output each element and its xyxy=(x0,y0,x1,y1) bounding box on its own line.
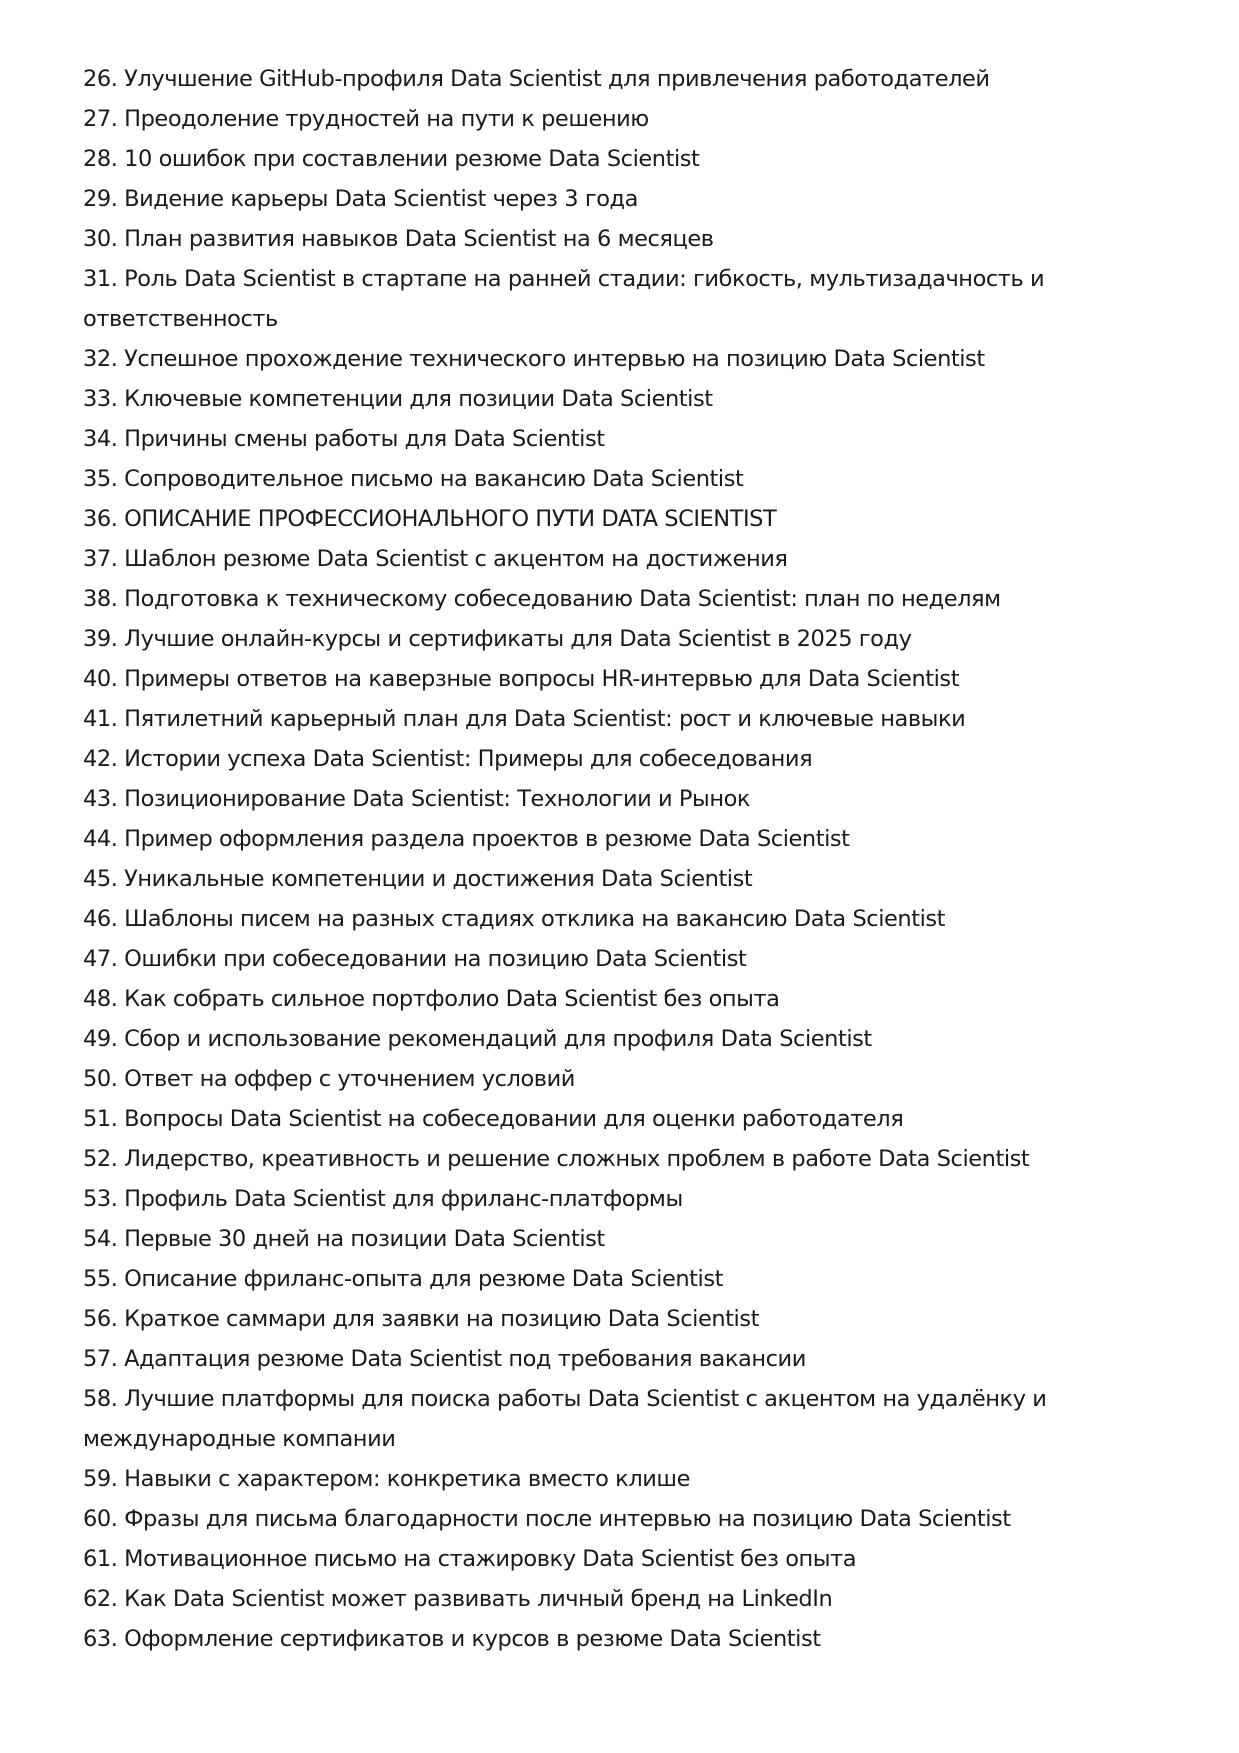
list-item: 28. 10 ошибок при составлении резюме Data Scientist xyxy=(83,146,700,172)
list-item: 36. ОПИСАНИЕ ПРОФЕССИОНАЛЬНОГО ПУТИ DATA SCIENTIST xyxy=(83,506,777,532)
list-item: 47. Ошибки при собеседовании на позицию Data Scientist xyxy=(83,946,747,972)
list-item: 53. Профиль Data Scientist для фриланс-платформы xyxy=(83,1186,683,1212)
list-item: 32. Успешное прохождение технического интервью на позицию Data Scientist xyxy=(83,346,985,372)
toc-list xyxy=(83,59,1083,1659)
list-item: 42. Истории успеха Data Scientist: Примеры для собеседования xyxy=(83,746,813,772)
list-item: 29. Видение карьеры Data Scientist через 3 года xyxy=(83,186,638,212)
list-item: 54. Первые 30 дней на позиции Data Scientist xyxy=(83,1226,605,1252)
list-item: 48. Как собрать сильное портфолио Data Scientist без опыта xyxy=(83,986,780,1012)
list-item: 61. Мотивационное письмо на стажировку Data Scientist без опыта xyxy=(83,1546,857,1572)
list-item: 27. Преодоление трудностей на пути к решению xyxy=(83,106,649,132)
list-item: 33. Ключевые компетенции для позиции Data Scientist xyxy=(83,386,713,412)
list-item: 40. Примеры ответов на каверзные вопросы HR-интервью для Data Scientist xyxy=(83,666,960,692)
list-item: 37. Шаблон резюме Data Scientist с акцентом на достижения xyxy=(83,546,788,572)
list-item: 58. Лучшие платформы для поиска работы Data Scientist с акцентом на удалёнку и международные компании xyxy=(83,1386,1047,1452)
list-item: 45. Уникальные компетенции и достижения Data Scientist xyxy=(83,866,753,892)
list-item: 62. Как Data Scientist может развивать личный бренд на LinkedIn xyxy=(83,1586,833,1612)
list-item: 63. Оформление сертификатов и курсов в резюме Data Scientist xyxy=(83,1626,821,1652)
list-item: 50. Ответ на оффер с уточнением условий xyxy=(83,1066,575,1092)
list-item: 39. Лучшие онлайн-курсы и сертификаты для Data Scientist в 2025 году xyxy=(83,626,912,652)
list-item: 46. Шаблоны писем на разных стадиях отклика на вакансию Data Scientist xyxy=(83,906,946,932)
list-item: 30. План развития навыков Data Scientist на 6 месяцев xyxy=(83,226,714,252)
list-item: 52. Лидерство, креативность и решение сложных проблем в работе Data Scientist xyxy=(83,1146,1030,1172)
list-item: 31. Роль Data Scientist в стартапе на ранней стадии: гибкость, мультизадачность и ответственность xyxy=(83,266,1045,332)
list-item: 43. Позиционирование Data Scientist: Технологии и Рынок xyxy=(83,786,751,812)
list-item: 59. Навыки с характером: конкретика вместо клише xyxy=(83,1466,690,1492)
list-item: 57. Адаптация резюме Data Scientist под требования вакансии xyxy=(83,1346,806,1372)
list-item: 44. Пример оформления раздела проектов в резюме Data Scientist xyxy=(83,826,850,852)
list-item: 56. Краткое саммари для заявки на позицию Data Scientist xyxy=(83,1306,759,1332)
list-item: 49. Сбор и использование рекомендаций для профиля Data Scientist xyxy=(83,1026,872,1052)
list-item: 60. Фразы для письма благодарности после интервью на позицию Data Scientist xyxy=(83,1506,1011,1532)
list-item: 38. Подготовка к техническому собеседованию Data Scientist: план по неделям xyxy=(83,586,1001,612)
list-item: 35. Сопроводительное письмо на вакансию Data Scientist xyxy=(83,466,744,492)
list-item: 41. Пятилетний карьерный план для Data Scientist: рост и ключевые навыки xyxy=(83,706,966,732)
list-item: 26. Улучшение GitHub-профиля Data Scientist для привлечения работодателей xyxy=(83,66,990,92)
document-page xyxy=(83,59,1083,1659)
list-item: 55. Описание фриланс-опыта для резюме Data Scientist xyxy=(83,1266,723,1292)
list-item: 34. Причины смены работы для Data Scientist xyxy=(83,426,605,452)
list-item: 51. Вопросы Data Scientist на собеседовании для оценки работодателя xyxy=(83,1106,904,1132)
